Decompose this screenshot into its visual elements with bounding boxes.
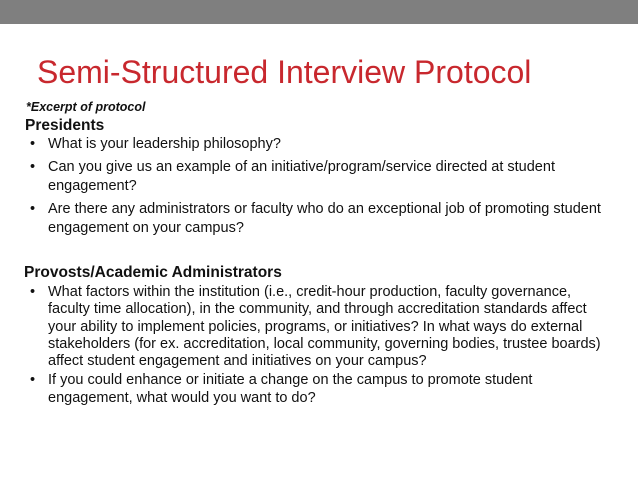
bullet-icon: •	[30, 284, 36, 300]
top-bar	[0, 0, 638, 24]
presidents-question-list	[26, 135, 616, 242]
list-item	[26, 284, 616, 370]
question-text: Are there any administrators or faculty who do an exceptional job of promoting student engagement on your campus?	[48, 201, 601, 236]
question-text: If you could enhance or initiate a change on the campus to promote student engagement, what would you want to do?	[48, 372, 533, 407]
presidents-heading: Presidents	[25, 117, 105, 134]
bullet-icon: •	[30, 136, 36, 152]
question-text: What is your leadership philosophy?	[48, 136, 281, 152]
question-text: What factors within the institution (i.e., credit-hour production, faculty governance, faculty time allocation), in the community, and through accreditation standards affect your ability to implement policies, programs, or initiatives? In what ways do external stakeholders (for ex. accreditation, local community, governing bodies, trustee boards) affect student engagement and initiatives on your campus?	[48, 284, 601, 370]
excerpt-note: *Excerpt of protocol	[26, 100, 146, 114]
bullet-icon: •	[30, 372, 36, 389]
list-item	[26, 200, 616, 238]
bullet-icon: •	[30, 159, 36, 175]
provosts-question-list	[26, 284, 616, 407]
bullet-icon: •	[30, 201, 36, 217]
list-item	[26, 371, 616, 407]
question-text: Can you give us an example of an initiative/program/service directed at student engagement?	[48, 159, 555, 194]
provosts-heading: Provosts/Academic Administrators	[24, 264, 282, 281]
slide-title: Semi-Structured Interview Protocol	[37, 54, 532, 90]
list-item	[26, 135, 616, 154]
list-item	[26, 158, 616, 196]
